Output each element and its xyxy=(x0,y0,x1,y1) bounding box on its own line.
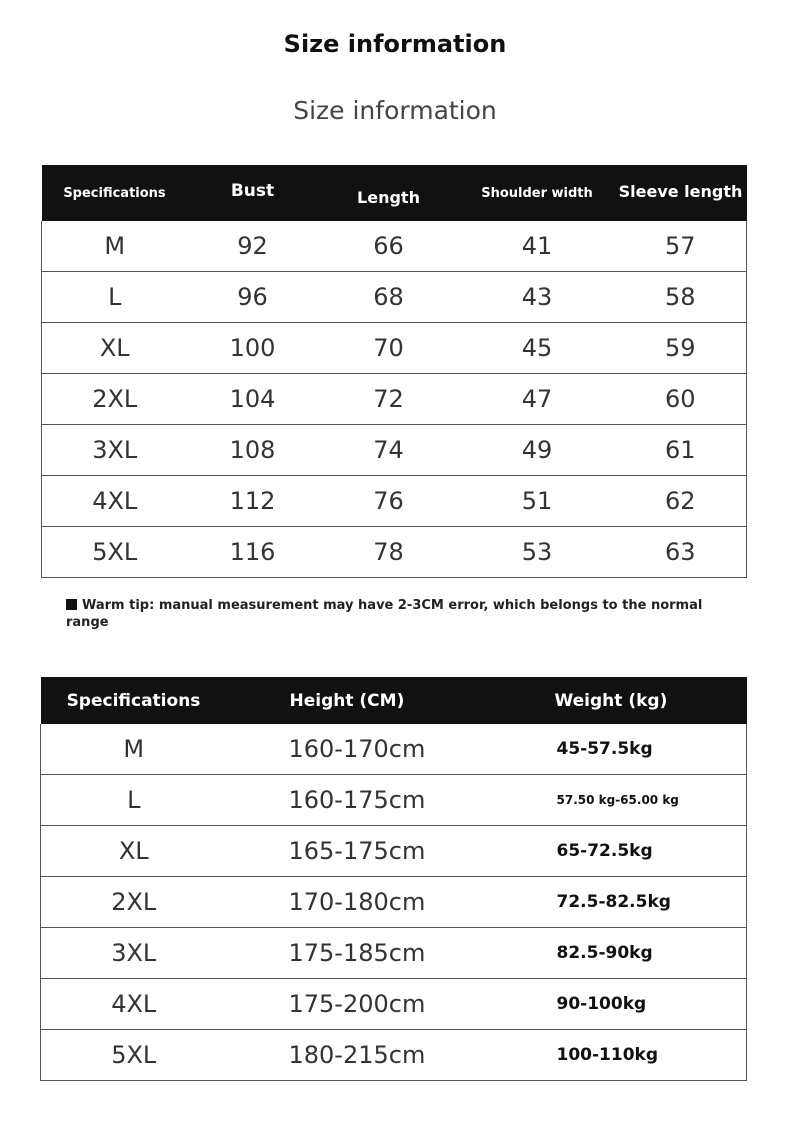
size-cell: 4XL xyxy=(42,476,188,527)
size-table xyxy=(41,165,747,578)
table-row xyxy=(42,425,747,476)
height-cell: 160-170cm xyxy=(227,724,541,775)
shoulder-cell: 41 xyxy=(460,221,615,272)
size-table-header xyxy=(42,165,747,221)
bust-cell: 96 xyxy=(188,272,318,323)
size-cell: L xyxy=(41,775,227,826)
bust-cell: 104 xyxy=(188,374,318,425)
weight-cell: 57.50 kg-65.00 kg xyxy=(541,775,747,826)
table-row xyxy=(41,979,747,1030)
header-sleeve-length: Sleeve length xyxy=(615,165,747,221)
length-cell: 74 xyxy=(318,425,460,476)
shoulder-cell: 49 xyxy=(460,425,615,476)
header-length: Length xyxy=(318,165,460,221)
size-cell: XL xyxy=(42,323,188,374)
weight-cell: 65-72.5kg xyxy=(541,826,747,877)
shoulder-cell: 53 xyxy=(460,527,615,578)
weight-cell: 72.5-82.5kg xyxy=(541,877,747,928)
shoulder-cell: 47 xyxy=(460,374,615,425)
weight-cell: 100-110kg xyxy=(541,1030,747,1081)
table-row xyxy=(41,928,747,979)
page-title: Size information xyxy=(283,30,507,58)
bust-cell: 108 xyxy=(188,425,318,476)
table-row xyxy=(42,323,747,374)
sleeve-cell: 62 xyxy=(615,476,747,527)
table-row xyxy=(41,877,747,928)
header-specifications: Specifications xyxy=(41,677,227,724)
length-cell: 78 xyxy=(318,527,460,578)
table-row xyxy=(41,826,747,877)
length-cell: 72 xyxy=(318,374,460,425)
size-cell: XL xyxy=(41,826,227,877)
length-cell: 76 xyxy=(318,476,460,527)
table-row xyxy=(42,476,747,527)
shoulder-cell: 45 xyxy=(460,323,615,374)
header-weight: Weight (kg) xyxy=(541,677,747,724)
weight-cell: 90-100kg xyxy=(541,979,747,1030)
table-row xyxy=(42,221,747,272)
length-cell: 68 xyxy=(318,272,460,323)
sleeve-cell: 59 xyxy=(615,323,747,374)
table-row xyxy=(42,374,747,425)
height-cell: 175-185cm xyxy=(227,928,541,979)
size-cell: 3XL xyxy=(41,928,227,979)
warm-tip xyxy=(66,597,706,631)
sleeve-cell: 58 xyxy=(615,272,747,323)
table-row xyxy=(41,775,747,826)
length-cell: 66 xyxy=(318,221,460,272)
header-bust: Bust xyxy=(188,165,318,221)
height-cell: 160-175cm xyxy=(227,775,541,826)
bust-cell: 92 xyxy=(188,221,318,272)
size-cell: M xyxy=(41,724,227,775)
bust-cell: 100 xyxy=(188,323,318,374)
sleeve-cell: 61 xyxy=(615,425,747,476)
fit-table xyxy=(40,677,747,1081)
height-cell: 170-180cm xyxy=(227,877,541,928)
table-row xyxy=(41,1030,747,1081)
square-bullet-icon xyxy=(66,599,77,610)
warm-tip-text: Warm tip: manual measurement may have 2-3CM error, which belongs to the normal range xyxy=(66,598,703,630)
header-shoulder-width: Shoulder width xyxy=(460,165,615,221)
size-cell: M xyxy=(42,221,188,272)
sleeve-cell: 63 xyxy=(615,527,747,578)
sleeve-cell: 60 xyxy=(615,374,747,425)
weight-cell: 82.5-90kg xyxy=(541,928,747,979)
table-row xyxy=(41,724,747,775)
size-cell: 2XL xyxy=(42,374,188,425)
bust-cell: 112 xyxy=(188,476,318,527)
shoulder-cell: 43 xyxy=(460,272,615,323)
page-subtitle: Size information xyxy=(293,96,497,125)
header-specifications: Specifications xyxy=(42,165,188,221)
height-cell: 165-175cm xyxy=(227,826,541,877)
size-cell: 3XL xyxy=(42,425,188,476)
fit-table-header xyxy=(41,677,747,724)
sleeve-cell: 57 xyxy=(615,221,747,272)
bust-cell: 116 xyxy=(188,527,318,578)
header-height: Height (CM) xyxy=(227,677,541,724)
shoulder-cell: 51 xyxy=(460,476,615,527)
size-cell: L xyxy=(42,272,188,323)
size-cell: 5XL xyxy=(41,1030,227,1081)
size-cell: 5XL xyxy=(42,527,188,578)
table-row xyxy=(42,527,747,578)
height-cell: 180-215cm xyxy=(227,1030,541,1081)
size-cell: 2XL xyxy=(41,877,227,928)
table-row xyxy=(42,272,747,323)
size-cell: 4XL xyxy=(41,979,227,1030)
length-cell: 70 xyxy=(318,323,460,374)
weight-cell: 45-57.5kg xyxy=(541,724,747,775)
height-cell: 175-200cm xyxy=(227,979,541,1030)
